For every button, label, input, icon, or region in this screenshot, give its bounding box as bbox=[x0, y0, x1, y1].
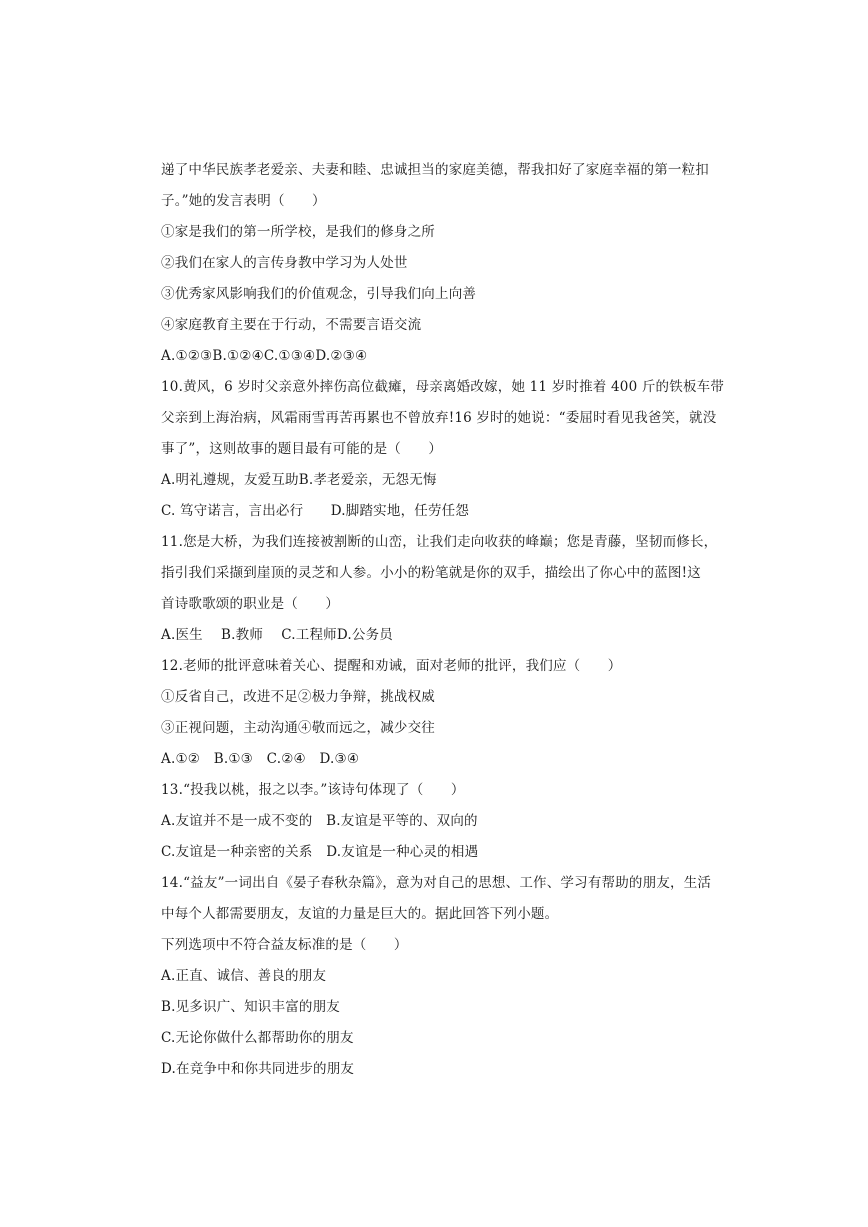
text-line: ③正视问题，主动沟通④敬而远之，减少交往 bbox=[161, 720, 435, 736]
exam-page bbox=[161, 155, 725, 1085]
question-14: 14.“益友”一词出自《晏子春秋杂篇》，意为对自己的思想、工作、学习有帮助的朋友，生活 bbox=[161, 875, 712, 891]
text-line: 父亲到上海治病，风霜雨雪再苦再累也不曾放弃!16 岁时的她说：“委屈时看见我爸笑，就没 bbox=[161, 410, 717, 426]
answer-options: A.友谊并不是一成不变的 B.友谊是平等的、双向的 bbox=[161, 813, 478, 829]
answer-option-b: B.见多识广、知识丰富的朋友 bbox=[161, 999, 341, 1015]
answer-options: C. 笃守诺言，言出必行 D.脚踏实地，任劳任怨 bbox=[161, 503, 470, 519]
answer-option-c: C.无论你做什么都帮助你的朋友 bbox=[161, 1030, 354, 1046]
answer-options: A.①② B.①③ C.②④ D.③④ bbox=[161, 751, 360, 767]
text-line: ③优秀家风影响我们的价值观念，引导我们向上向善 bbox=[161, 286, 477, 302]
text-line: 指引我们采撷到崖顶的灵芝和人参。小小的粉笔就是你的双手，描绘出了你心中的蓝图!这 bbox=[161, 565, 701, 581]
text-line: ①家是我们的第一所学校，是我们的修身之所 bbox=[161, 224, 435, 240]
text-line: ④家庭教育主要在于行动，不需要言语交流 bbox=[161, 317, 422, 333]
text-line: 中每个人都需要朋友，友谊的力量是巨大的。据此回答下列小题。 bbox=[161, 906, 559, 922]
text-line: 事了”，这则故事的题目最有可能的是（ ） bbox=[161, 441, 443, 457]
answer-options: C.友谊是一种亲密的关系 D.友谊是一种心灵的相遇 bbox=[161, 844, 479, 860]
text-line: 子。”她的发言表明（ ） bbox=[161, 193, 326, 209]
answer-option-a: A.正直、诚信、善良的朋友 bbox=[161, 968, 327, 984]
answer-option-d: D.在竞争中和你共同进步的朋友 bbox=[161, 1061, 355, 1077]
text-line: 首诗歌歌颂的职业是（ ） bbox=[161, 596, 340, 612]
question-11: 11.您是大桥，为我们连接被割断的山峦，让我们走向收获的峰巅；您是青藤，坚韧而修长， bbox=[161, 534, 718, 550]
question-10: 10.黄风，6 岁时父亲意外摔伤高位截瘫，母亲离婚改嫁，她 11 岁时推着 400 斤的铁板车带 bbox=[161, 379, 725, 395]
answer-options: A.医生 B.教师 C.工程师D.公务员 bbox=[161, 627, 394, 643]
text-line: ①反省自己，改进不足②极力争辩，挑战权威 bbox=[161, 689, 435, 705]
text-line: 递了中华民族孝老爱亲、夫妻和睦、忠诚担当的家庭美德，帮我扣好了家庭幸福的第一粒扣 bbox=[161, 162, 709, 178]
question-12: 12.老师的批评意味着关心、提醒和劝诫，面对老师的批评，我们应（ ） bbox=[161, 658, 622, 674]
answer-options: A.①②③B.①②④C.①③④D.②③④ bbox=[161, 348, 368, 364]
question-13: 13.“投我以桃，报之以李。”该诗句体现了（ ） bbox=[161, 782, 465, 798]
answer-options: A.明礼遵规，友爱互助B.孝老爱亲，无怨无悔 bbox=[161, 472, 437, 488]
text-line: 下列选项中不符合益友标准的是（ ） bbox=[161, 937, 408, 953]
text-line: ②我们在家人的言传身教中学习为人处世 bbox=[161, 255, 408, 271]
